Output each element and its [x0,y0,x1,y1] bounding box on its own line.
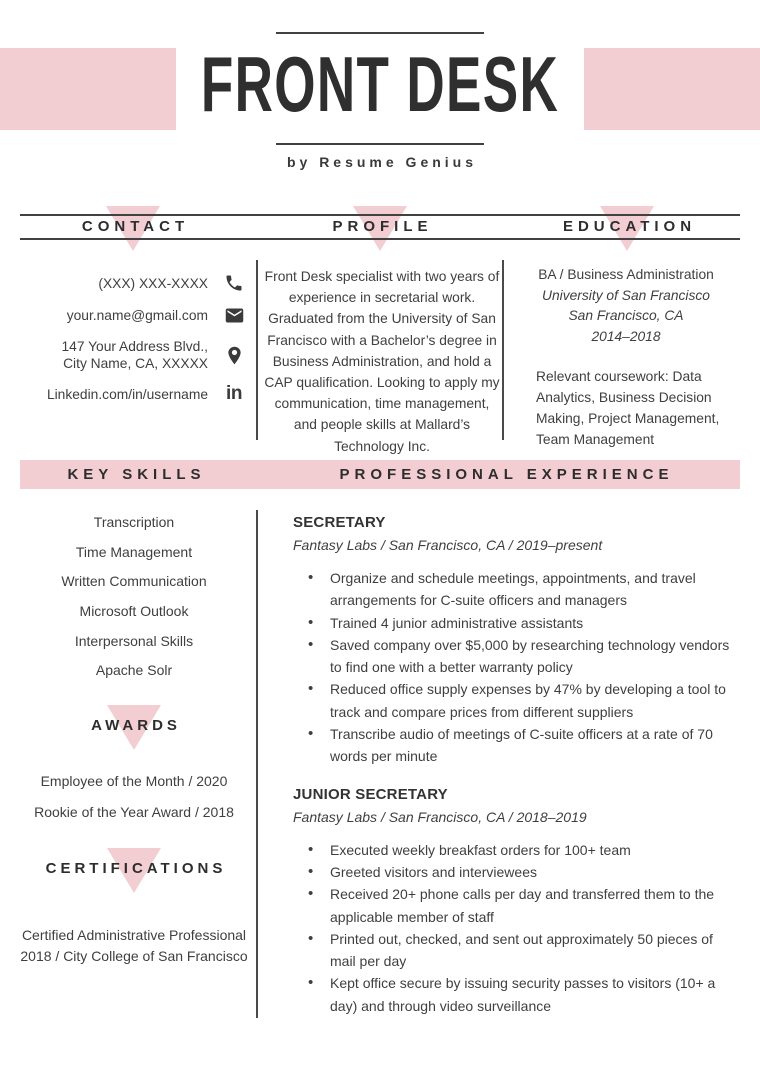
contact-email-row [20,305,248,326]
page-title: FRONT DESK [200,40,560,128]
job-bullet: • Transcribe audio of meetings of C-suite officers at a rate of 70 words per minute [293,723,740,768]
job-bullet-list [293,567,740,768]
profile-summary: Front Desk specialist with two years of experience in secretarial work. Graduated from the University of San Francisco with a Bachelor’s degree in Business Administration, and hold a CAP qualification. Looking to apply my communication, time management, and people skills at Mallard’s Technology Inc. [264,269,500,454]
job-bullet: • Greeted visitors and interviewees [293,861,740,883]
awards-list [20,766,248,828]
education-degree: BA / Business Administration [538,267,714,282]
key-skills-list [20,508,248,686]
divider-contact-profile [256,260,258,440]
job-title: SECRETARY [293,514,386,531]
education-heading: EDUCATION [562,218,697,235]
contact-address-line1: 147 Your Address Blvd., [61,339,208,354]
divider-profile-education [502,260,504,440]
phone-icon [220,273,248,293]
contact-phone: (XXX) XXX-XXXX [98,275,208,291]
masthead-rule-bottom [276,143,484,145]
job-bullet: • Printed out, checked, and sent out approximately 50 pieces of mail per day [293,928,740,973]
skill-item: Microsoft Outlook [79,603,189,620]
divider-sidebar-experience [256,510,258,1018]
education-location: San Francisco, CA [568,308,684,323]
education-school: University of San Francisco [542,287,710,303]
contact-section [20,262,248,416]
awards-heading: AWARDS [91,717,181,734]
email-icon [220,305,248,326]
job-bullet-list [293,839,740,1017]
job-bullet: • Trained 4 junior administrative assistants [293,612,740,634]
certifications-heading: CERTIFICATIONS [45,860,227,877]
job-entry [293,786,740,1017]
contact-heading: CONTACT [81,218,190,235]
award-item: Rookie of the Year Award / 2018 [34,804,234,820]
education-dates: 2014–2018 [591,328,661,344]
contact-address-line2: City Name, CA, XXXXX [63,356,208,371]
skill-item: Transcription [93,514,175,530]
masthead-rule-top [276,32,484,34]
band-rule-bottom [20,238,740,240]
job-bullet: • Reduced office supply expenses by 47% by developing a tool to track and compare prices from different suppliers [293,678,740,723]
location-pin-icon [220,345,248,366]
job-meta: Fantasy Labs / San Francisco, CA / 2019–present [293,537,603,553]
band-rule-top [20,214,740,216]
job-bullet: • Saved company over $5,000 by researching technology vendors to find one with a better warranty policy [293,634,740,679]
job-bullet: • Received 20+ phone calls per day and transferred them to the applicable member of staff [293,883,740,928]
contact-phone-row [20,273,248,293]
contact-address [61,338,208,372]
job-entry [293,514,740,768]
contact-linkedin-row [20,384,248,404]
professional-experience-heading: PROFESSIONAL EXPERIENCE [339,466,674,483]
contact-linkedin: Linkedin.com/in/username [46,386,208,402]
contact-email: your.name@gmail.com [66,308,208,323]
profile-heading: PROFILE [332,218,433,235]
skill-item: Apache Solr [95,662,173,679]
experience-section [293,508,740,1017]
certification-item [20,925,248,967]
certification-line1: Certified Administrative Professional [21,927,247,943]
job-title: JUNIOR SECRETARY [293,785,448,803]
linkedin-icon: in [226,383,242,404]
education-section [510,265,742,450]
contact-address-row [20,338,248,372]
skill-item: Time Management [75,543,193,560]
award-item: Employee of the Month / 2020 [40,773,228,789]
certification-line2: 2018 / City College of San Francisco [20,948,248,964]
key-skills-heading: KEY SKILLS [67,466,206,483]
job-bullet: • Kept office secure by issuing security passes to visitors (10+ a day) and through video surveillance [293,972,740,1017]
job-bullet: • Executed weekly breakfast orders for 100+ team [293,839,740,861]
skill-item: Written Communication [61,573,207,590]
job-bullet: • Organize and schedule meetings, appointments, and travel arrangements for C-suite officers and managers [293,567,740,612]
skill-item: Interpersonal Skills [74,632,194,649]
job-meta: Fantasy Labs / San Francisco, CA / 2018–2019 [293,808,587,825]
byline: by Resume Genius [286,154,478,170]
education-coursework: Relevant coursework: Data Analytics, Business Decision Making, Project Management, Team Management [536,369,720,447]
